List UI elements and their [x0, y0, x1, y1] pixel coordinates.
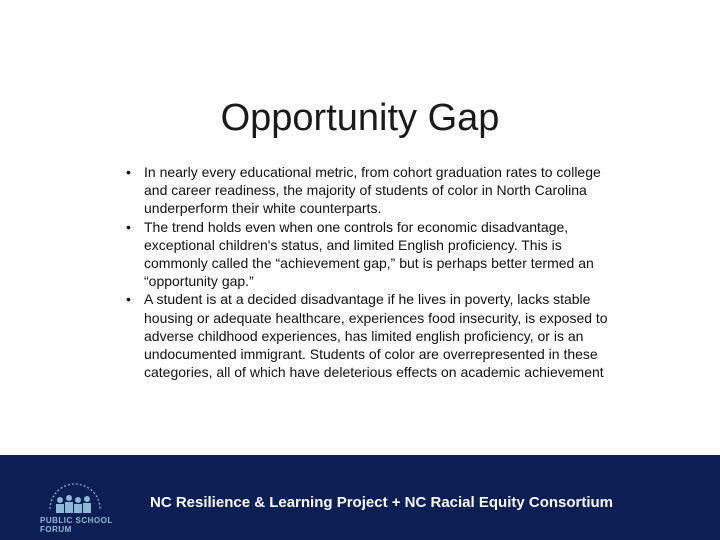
bullet-marker: • — [126, 218, 131, 235]
bullet-list — [126, 163, 616, 381]
bullet-marker: • — [126, 291, 131, 308]
footer-text: NC Resilience & Learning Project + NC Racial Equity Consortium — [150, 494, 614, 511]
bullet-text: In nearly every educational metric, from cohort graduation rates to college and career readiness, the majority of students of color in North Carolina underperform their white counterparts. — [144, 164, 601, 217]
bullet-marker: • — [126, 164, 131, 180]
bullet-item — [126, 290, 616, 381]
logo-figures-icon — [40, 483, 110, 517]
logo-text-line1: PUBLIC SCHOOL — [40, 516, 113, 525]
logo-text-line2: FORUM — [40, 525, 72, 534]
bullet-item — [126, 163, 616, 218]
bullet-text: A student is at a decided disadvantage if he lives in poverty, lacks stable housing or adequate healthcare, experiences food insecurity, is exposed to adverse childhood experiences, has limited english proficiency, or is an undocumented immigrant. Students of color are overrepresented in these categories, all of which have deleterious effects on academic achievement — [144, 291, 608, 381]
bullet-item — [126, 218, 616, 291]
public-school-forum-logo — [40, 483, 113, 534]
slide-title: Opportunity Gap — [220, 97, 500, 139]
footer-bar — [0, 455, 720, 540]
bullet-text: The trend holds even when one controls for economic disadvantage, exceptional children's status, and limited English proficiency. This is commonly called the “achievement gap,” but is perhaps better termed an “opportunity gap.” — [144, 218, 594, 290]
